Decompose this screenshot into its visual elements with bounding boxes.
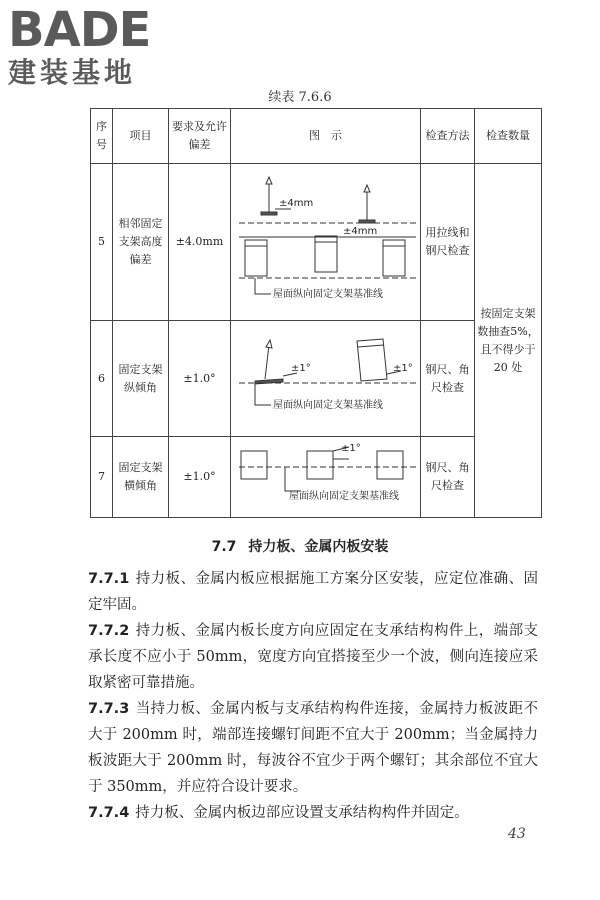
row-method: 钢尺、角尺检查 [421, 437, 475, 518]
transverse-tilt-diagram [231, 437, 421, 517]
clause-number: 7.7.3 [88, 701, 130, 717]
header-requirement: 要求及允许偏差 [169, 109, 231, 164]
row-figure [231, 437, 421, 518]
clause-text: 持力板、金属内板长度方向应固定在支承结构构件上，端部支承长度不应小于 50mm，宽度方向宜搭接至少一个波，侧向连接应采取紧密可靠措施。 [88, 623, 538, 691]
row-seq: 7 [91, 437, 113, 518]
diagram-dim-label: ±4mm [343, 226, 378, 237]
logo [8, 2, 151, 89]
clause-number: 7.7.2 [88, 623, 130, 639]
table-header-row [91, 109, 542, 164]
header-quantity: 检查数量 [475, 109, 542, 164]
row-method: 钢尺、角尺检查 [421, 321, 475, 437]
header-item: 项目 [113, 109, 169, 164]
header-method: 检查方法 [421, 109, 475, 164]
diagram-baseline-label: 屋面纵向固定支架基准线 [273, 289, 383, 300]
diagram-dim-label: ±1° [291, 363, 311, 374]
diagram-baseline-label: 屋面纵向固定支架基准线 [273, 400, 383, 411]
page-number: 43 [508, 826, 526, 842]
header-figure: 图 示 [231, 109, 421, 164]
section-heading [0, 536, 600, 556]
row-seq: 5 [91, 164, 113, 321]
row-seq: 6 [91, 321, 113, 437]
clause-number: 7.7.4 [88, 805, 130, 821]
diagram-dim-label: ±1° [393, 363, 413, 374]
row-figure [231, 321, 421, 437]
clause-number: 7.7.1 [88, 571, 130, 587]
diagram-dim-label: ±1° [341, 443, 361, 454]
section-title: 持力板、金属内板安装 [248, 539, 389, 555]
header-seq: 序号 [91, 109, 113, 164]
diagram-baseline-label: 屋面纵向固定支架基准线 [289, 491, 399, 502]
row-requirement: ±1.0° [169, 437, 231, 518]
logo-text-en: BADE [8, 2, 151, 58]
row-item: 固定支架横倾角 [113, 437, 169, 518]
row-method: 用拉线和钢尺检查 [421, 164, 475, 321]
diagram-dim-label: ±4mm [279, 198, 314, 209]
table-row [91, 321, 542, 437]
quantity-cell: 按固定支架数抽查5%，且不得少于 20 处 [475, 164, 542, 518]
clauses [88, 566, 538, 826]
longitudinal-tilt-diagram [231, 321, 421, 436]
table-caption: 续表 7.6.6 [268, 90, 332, 105]
clause [88, 696, 538, 800]
height-deviation-diagram [231, 164, 421, 320]
logo-text-zh: 建装基地 [8, 56, 137, 89]
clause-text: 当持力板、金属内板与支承结构构件连接，金属持力板波距不大于 200mm 时，端部连接螺钉间距不宜大于 200mm；当金属持力板波距大于 200mm 时，每波谷不宜少于两个螺钉；其余部位不宜大于 350mm，并应符合设计要求。 [88, 701, 538, 795]
clause [88, 566, 538, 618]
row-requirement: ±1.0° [169, 321, 231, 437]
inspection-table [90, 108, 542, 518]
row-requirement: ±4.0mm [169, 164, 231, 321]
clause [88, 618, 538, 696]
table-row [91, 437, 542, 518]
table-row [91, 164, 542, 321]
row-item: 固定支架纵倾角 [113, 321, 169, 437]
section-number: 7.7 [211, 539, 237, 555]
clause-text: 持力板、金属内板边部应设置支承结构构件并固定。 [135, 805, 469, 821]
row-figure [231, 164, 421, 321]
clause-text: 持力板、金属内板应根据施工方案分区安装，应定位准确、固定牢固。 [88, 571, 538, 613]
row-item: 相邻固定支架高度偏差 [113, 164, 169, 321]
clause [88, 800, 538, 826]
